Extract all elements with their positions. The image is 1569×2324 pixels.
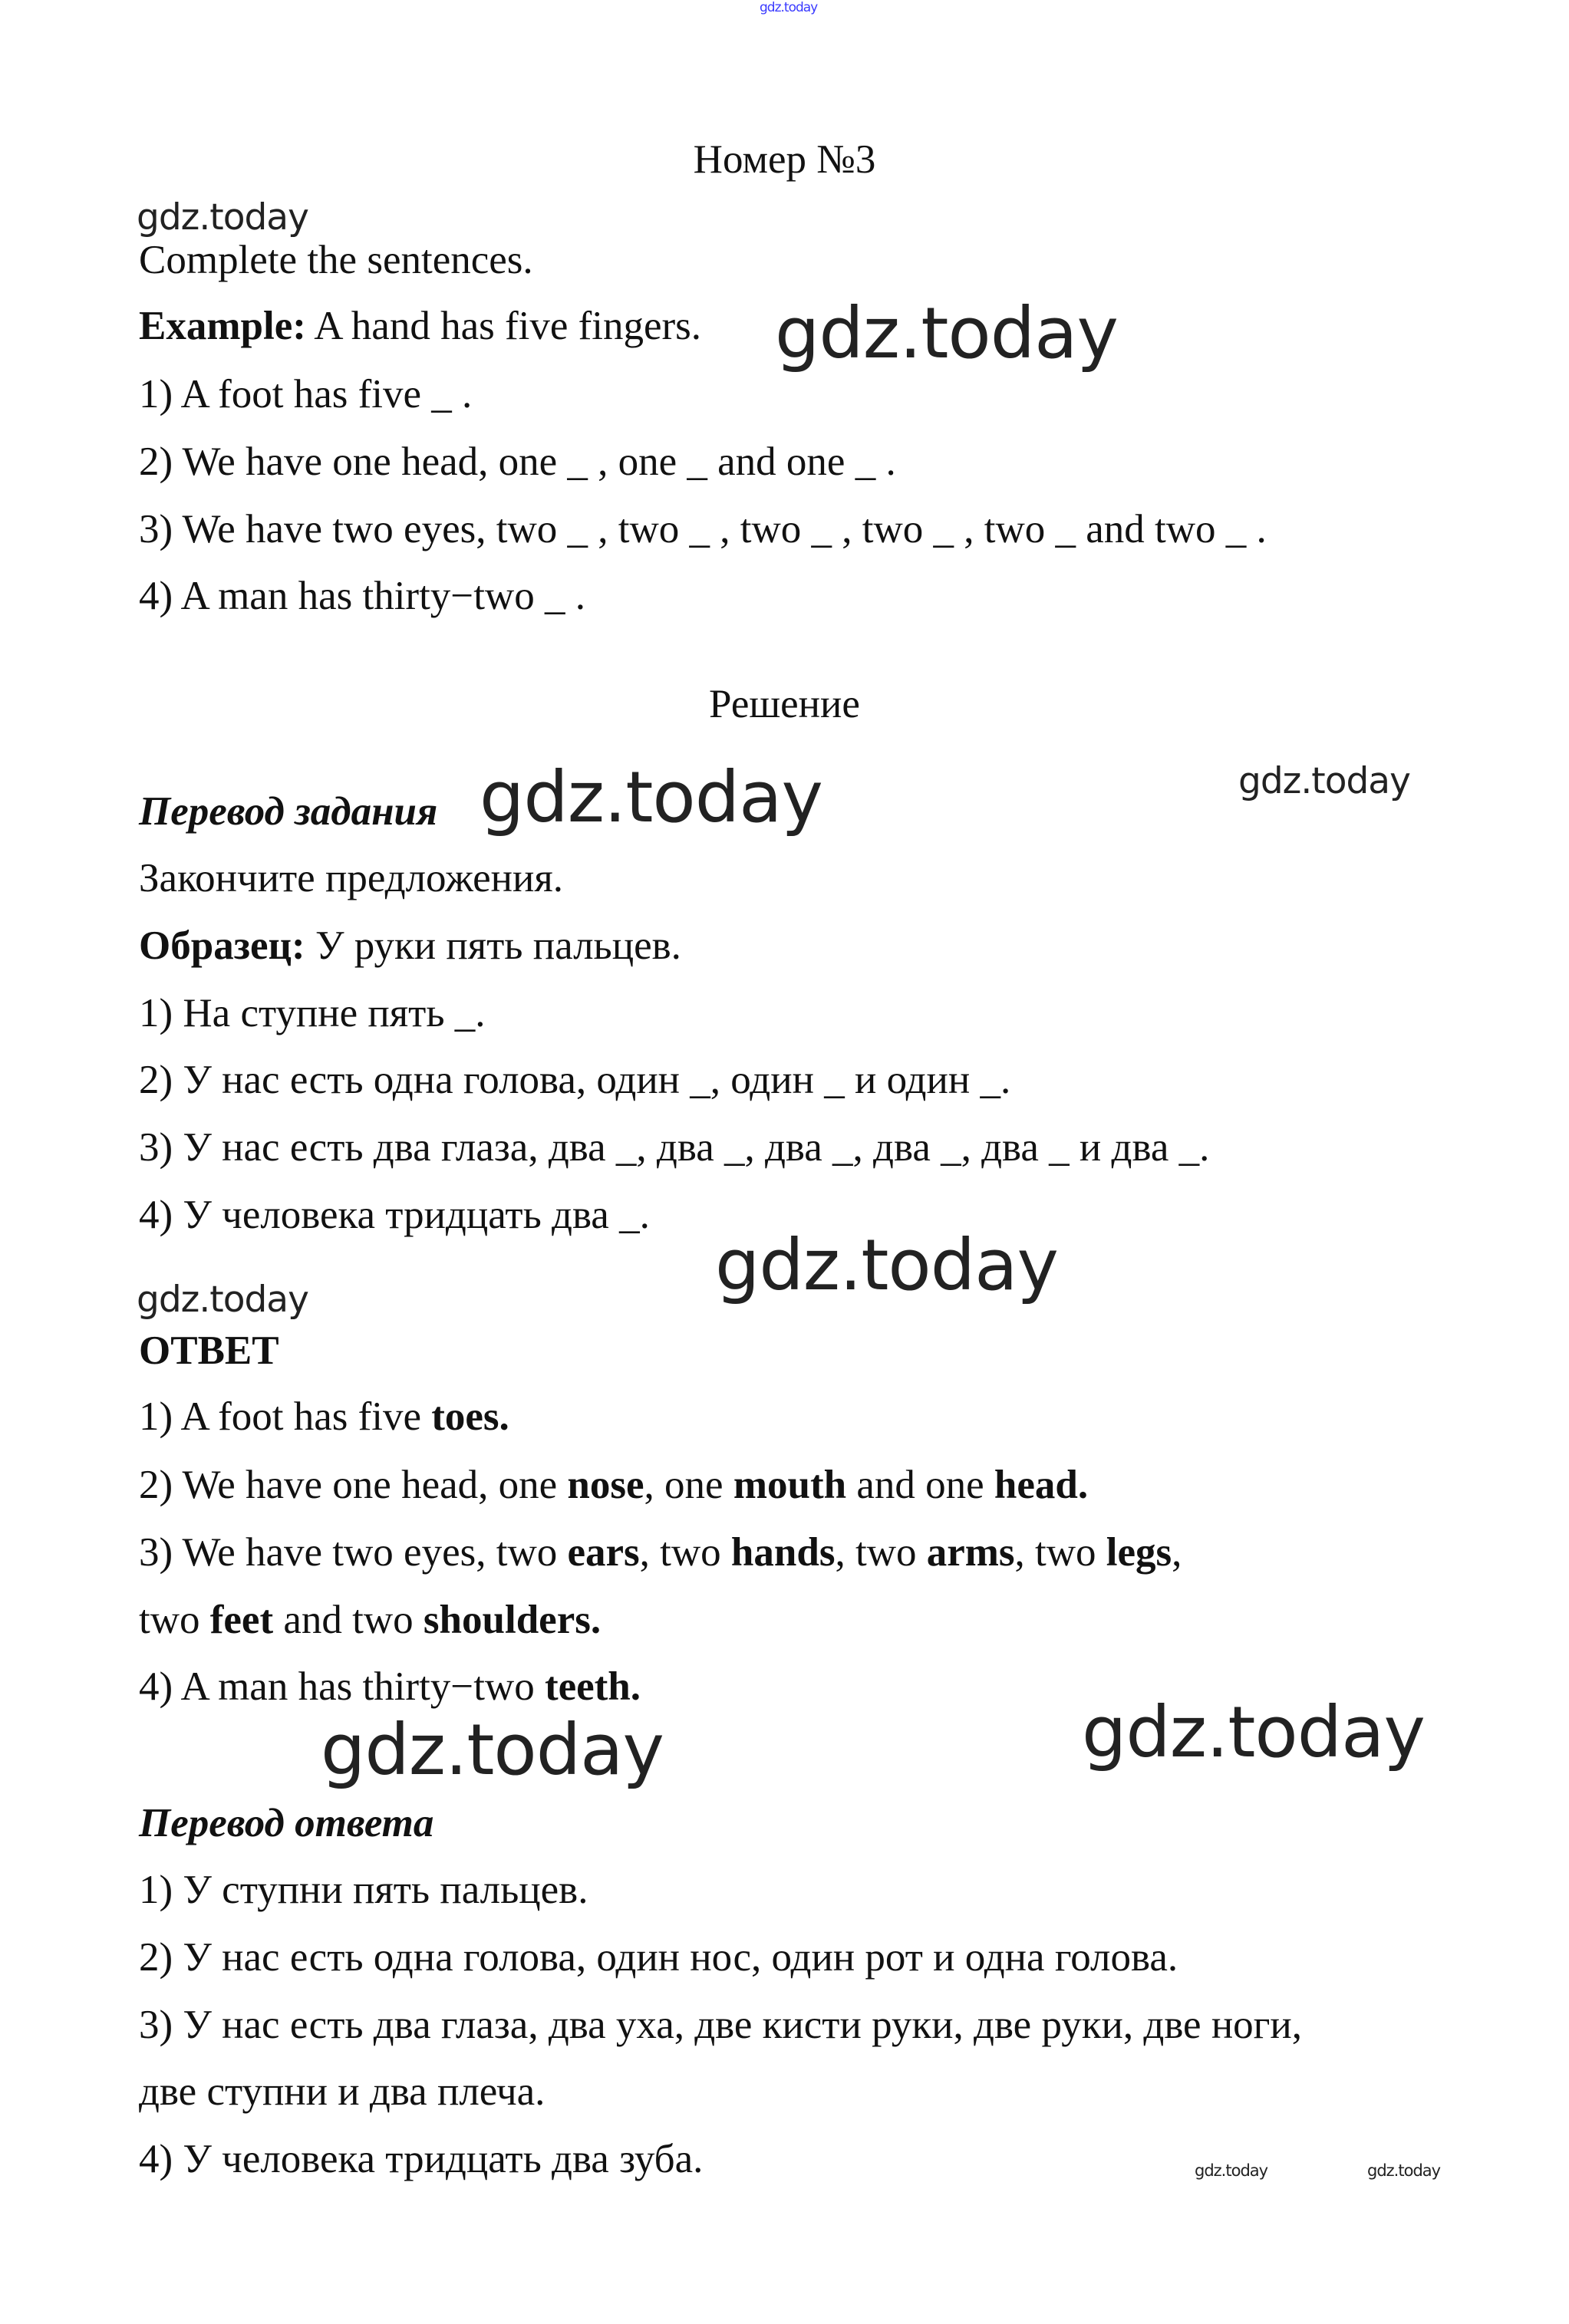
- task-item: 4) A man has thirty−two _ .: [139, 574, 585, 618]
- answer-text: 1) A foot has five: [139, 1394, 432, 1439]
- answer-translation-line: 2) У нас есть одна голова, один нос, один рот и одна голова.: [139, 1935, 1178, 1980]
- watermark: gdz.today: [1195, 2161, 1268, 2180]
- answer-line: [139, 1528, 1182, 1577]
- task-translation-item: 3) У нас есть два глаза, два _, два _, два _, два _, два _ и два _.: [139, 1125, 1210, 1170]
- answer-text: 4) A man has thirty−two: [139, 1664, 545, 1709]
- answer-text: and two: [273, 1598, 424, 1642]
- answer-word: head.: [994, 1463, 1089, 1507]
- answer-line: [139, 1662, 641, 1711]
- watermark: gdz.today: [760, 0, 818, 15]
- watermark: gdz.today: [1238, 760, 1410, 802]
- example-text: A hand has five fingers.: [305, 304, 702, 348]
- task-translation-instruction: Закончите предложения.: [139, 856, 564, 900]
- watermark: gdz.today: [480, 756, 822, 838]
- answer-word: arms: [926, 1530, 1015, 1575]
- answer-word: ears: [567, 1530, 640, 1575]
- answer-word: nose: [567, 1463, 644, 1507]
- answer-text: , one: [644, 1463, 733, 1507]
- example-label: Образец:: [139, 923, 305, 968]
- watermark: gdz.today: [775, 292, 1118, 374]
- task-item: 2) We have one head, one _ , one _ and one _ .: [139, 439, 896, 484]
- answer-translation-heading: Перевод ответа: [139, 1801, 434, 1845]
- answer-word: mouth: [733, 1463, 847, 1507]
- answer-text: , two: [639, 1530, 731, 1575]
- answer-line: [139, 1392, 509, 1441]
- answer-translation-line: 1) У ступни пять пальцев.: [139, 1868, 588, 1912]
- answer-translation-line: 4) У человека тридцать два зуба.: [139, 2137, 704, 2181]
- solution-heading: Решение: [709, 682, 860, 726]
- page-title: Номер №3: [693, 137, 876, 182]
- answer-text: , two: [835, 1530, 927, 1575]
- answer-text: 2) We have one head, one: [139, 1463, 568, 1507]
- watermark: gdz.today: [321, 1709, 664, 1791]
- watermark: gdz.today: [137, 196, 308, 239]
- answer-word: feet: [209, 1598, 274, 1642]
- example-label: Example:: [139, 304, 306, 348]
- answer-heading: ОТВЕТ: [139, 1328, 279, 1373]
- task-item: 3) We have two eyes, two _ , two _ , two _ , two _ , two _ and two _ .: [139, 507, 1267, 551]
- answer-word: shoulders.: [423, 1598, 602, 1642]
- answer-word: hands: [730, 1530, 836, 1575]
- answer-text: , two: [1014, 1530, 1106, 1575]
- watermark: gdz.today: [1367, 2161, 1441, 2180]
- answer-text: two: [139, 1598, 210, 1642]
- answer-translation-line: 3) У нас есть два глаза, два уха, две кисти руки, две руки, две ноги,: [139, 2003, 1303, 2047]
- answer-translation-line: две ступни и два плеча.: [139, 2069, 546, 2114]
- task-translation-item: 4) У человека тридцать два _.: [139, 1193, 650, 1237]
- example-text: У руки пять пальцев.: [305, 923, 681, 968]
- watermark: gdz.today: [715, 1224, 1058, 1306]
- answer-line: [139, 1460, 1088, 1509]
- task-translation-example: [139, 921, 681, 970]
- answer-text: and one: [846, 1463, 994, 1507]
- answer-line: [139, 1595, 601, 1644]
- task-translation-item: 2) У нас есть одна голова, один _, один _ и один _.: [139, 1058, 1011, 1102]
- answer-word: teeth.: [544, 1664, 641, 1709]
- task-translation-item: 1) На ступне пять _.: [139, 991, 486, 1035]
- answer-word: toes.: [431, 1394, 509, 1439]
- task-translation-heading: Перевод задания: [139, 789, 438, 834]
- task-instruction: Complete the sentences.: [139, 238, 533, 282]
- task-item: 1) A foot has five _ .: [139, 372, 473, 416]
- answer-word: legs: [1106, 1530, 1172, 1575]
- watermark: gdz.today: [1082, 1691, 1425, 1773]
- answer-text: ,: [1172, 1530, 1182, 1575]
- answer-text: 3) We have two eyes, two: [139, 1530, 568, 1575]
- watermark: gdz.today: [137, 1279, 308, 1321]
- task-example: [139, 301, 701, 351]
